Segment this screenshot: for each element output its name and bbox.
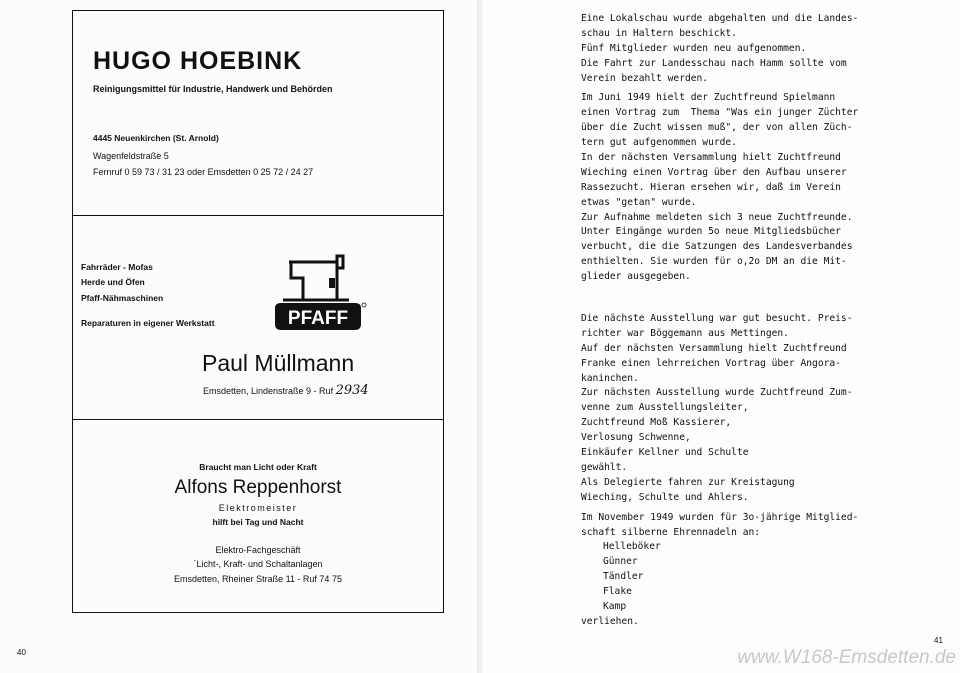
typescript-line: tern gut aufgenommen wurde.: [581, 137, 737, 149]
muellmann-service: Reparaturen in eigener Werkstatt: [81, 318, 215, 328]
typescript-line: verbucht, die die Satzungen des Landesverbandes: [581, 241, 853, 253]
ad-hugo-hoebink: [73, 11, 443, 216]
left-page: [0, 0, 478, 673]
typescript-line: Im November 1949 wurden für 3o-jährige Mitglied-: [581, 511, 859, 523]
typescript-line: Auf der nächsten Versammlung hielt Zuchtfreund: [581, 342, 847, 354]
reppenhorst-address: Emsdetten, Rheiner Straße 11 - Ruf 74 75: [174, 574, 342, 584]
pfaff-logo: [269, 254, 369, 336]
typescript-line: Verein bezahlt werden.: [581, 72, 709, 84]
typescript-line: Wieching einen Vortrag über den Aufbau unserer: [581, 166, 847, 178]
typescript-line: Rassezucht. Hieran ersehen wir, daß im Verein: [581, 181, 841, 193]
typescript-line: Verlosung Schwenne,: [581, 432, 691, 444]
typescript-paragraph: [581, 540, 911, 614]
paragraph-gap: [581, 285, 911, 312]
typescript-line: Als Delegierte fahren zur Kreistagung: [581, 476, 795, 488]
hoebink-subtitle: Reinigungsmittel für Industrie, Handwerk und Behörden: [93, 84, 333, 94]
typescript-line: Fünf Mitglieder wurden neu aufgenommen.: [581, 42, 807, 54]
muellmann-item: Pfaff-Nähmaschinen: [81, 293, 164, 303]
typescript-line: Franke einen lehrreichen Vortrag über Angora-: [581, 357, 841, 369]
right-page: [482, 0, 960, 673]
typescript-line: einen Vortrag zum Thema "Was ein junger Züchter: [581, 107, 859, 119]
typescript-line: Eine Lokalschau wurde abgehalten und die Landes-: [581, 13, 859, 24]
muellmann-item: Fahrräder - Mofas: [81, 262, 153, 272]
typescript-line: Kamp: [603, 600, 627, 612]
ad-paul-muellmann: [73, 216, 443, 420]
pfaff-logo-text: PFAFF: [287, 308, 349, 329]
typescript-line: Einkäufer Kellner und Schulte: [581, 447, 749, 459]
typescript-line: Zur nächsten Ausstellung wurde Zuchtfreund Zum-: [581, 387, 853, 399]
hoebink-address-city: 4445 Neuenkirchen (St. Arnold): [93, 133, 219, 143]
typescript-line: schau in Haltern beschickt.: [581, 27, 737, 39]
ad-alfons-reppenhorst: [73, 420, 443, 612]
hoebink-address-street: Wagenfeldstraße 5: [93, 151, 169, 161]
typescript-line: schaft silberne Ehrennadeln an:: [581, 526, 761, 538]
typescript-line: venne zum Ausstellungsleiter,: [581, 402, 749, 414]
typescript-line: In der nächsten Versammlung hielt Zuchtfreund: [581, 152, 841, 164]
typescript-body: [581, 12, 911, 630]
reppenhorst-shop: Elektro-Fachgeschäft: [215, 545, 301, 555]
muellmann-phone-handwritten: 2934: [335, 383, 369, 398]
typescript-line: Unter Eingänge wurden 5o neue Mitgliedsbücher: [581, 226, 841, 238]
reppenhorst-slogan: Braucht man Licht oder Kraft: [199, 462, 317, 472]
hoebink-title: HUGO HOEBINK: [93, 47, 303, 75]
muellmann-item: Herde und Öfen: [81, 277, 145, 287]
website-watermark: www.W168-Emsdetten.de: [737, 647, 956, 668]
typescript-line: Im Juni 1949 hielt der Zuchtfreund Spielmann: [581, 92, 836, 104]
typescript-line: Günner: [603, 556, 638, 568]
typescript-line: kaninchen.: [581, 372, 639, 384]
reppenhorst-profession: Elektromeister: [218, 503, 298, 513]
typescript-line: verliehen.: [581, 615, 639, 627]
typescript-paragraph: [581, 615, 911, 630]
typescript-line: glieder ausgegeben.: [581, 271, 691, 283]
typescript-paragraph: [581, 91, 911, 285]
typescript-paragraph: [581, 12, 911, 86]
page-number-left: 40: [17, 648, 26, 657]
typescript-line: Tändler: [603, 571, 644, 583]
typescript-line: über die Zucht wissen muß", der von allen Züch-: [581, 122, 853, 134]
muellmann-address-text: Emsdetten, Lindenstraße 9 - Ruf: [203, 386, 336, 396]
typescript-line: Die Fahrt zur Landesschau nach Hamm sollte vom: [581, 57, 847, 69]
reppenhorst-name: Alfons Reppenhorst: [174, 477, 342, 498]
typescript-line: enthielten. Sie wurden für o,2o DM an die Mit-: [581, 256, 847, 268]
typescript-paragraph: [581, 511, 911, 541]
reppenhorst-services: ´Licht-, Kraft- und Schaltanlagen: [193, 559, 323, 569]
typescript-line: Zuchtfreund Moß Kassierer,: [581, 417, 732, 429]
muellmann-address: [203, 383, 369, 398]
reppenhorst-motto: hilft bei Tag und Nacht: [212, 517, 304, 527]
advertisement-frame: [72, 10, 444, 613]
page-number-right: 41: [934, 636, 943, 645]
typescript-line: etwas "getan" wurde.: [581, 196, 697, 208]
typescript-line: Wieching, Schulte und Ahlers.: [581, 491, 749, 503]
muellmann-name: Paul Müllmann: [202, 350, 355, 376]
typescript-line: richter war Böggemann aus Mettingen.: [581, 327, 789, 339]
hoebink-phone: Fernruf 0 59 73 / 31 23 oder Emsdetten 0 25 72 / 24 27: [93, 167, 314, 177]
typescript-line: gewählt.: [581, 461, 628, 473]
typescript-line: Die nächste Ausstellung war gut besucht. Preis-: [581, 313, 853, 325]
typescript-line: Zur Aufnahme meldeten sich 3 neue Zuchtfreunde.: [581, 211, 853, 223]
typescript-line: Helleböker: [603, 541, 661, 553]
typescript-line: Flake: [603, 586, 632, 598]
typescript-paragraph: [581, 312, 911, 506]
